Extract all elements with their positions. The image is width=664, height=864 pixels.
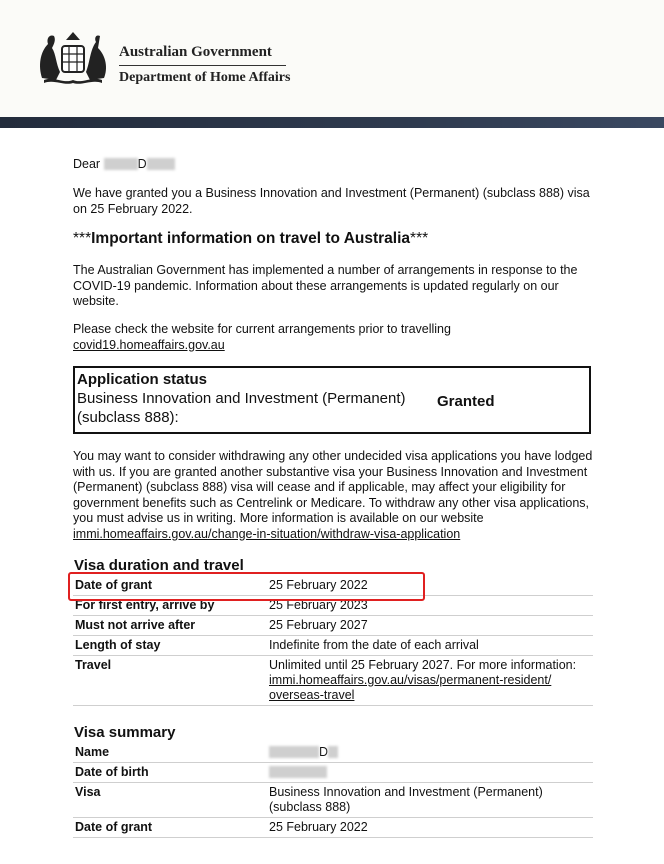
- redacted-name: [269, 746, 319, 758]
- status-visa-line1: Business Innovation and Investment (Permanent): [77, 390, 406, 407]
- salutation: Dear D: [73, 157, 598, 173]
- withdraw-paragraph: You may want to consider withdrawing any other undecided visa applications you have lodged with us. If you are granted another substantive visa your Business Innovation and Investment (Permanent) (subclass 888) visa will cease and if applicable, may affect your eligibility for government benefits such as Centrelink or Medicare. To withdraw any other visa applications, you must advise us in writing. More information is available on our website immi.homeaffairs.gov.au/change-in-situation/withdraw-visa-application: [73, 449, 593, 541]
- visa-summary-table: [73, 743, 593, 838]
- covid-paragraph: The Australian Government has implemented a number of arrangements in response to the COVID-19 pandemic. Information about these arrangements is updated regularly on our website.: [73, 263, 578, 308]
- visa-duration-title: Visa duration and travel: [74, 557, 244, 574]
- table-row: Travel Unlimited until 25 February 2027. For more information: immi.homeaffairs.gov.au/visas/permanent-resident/ overseas-travel: [73, 656, 593, 706]
- table-row: For first entry, arrive by 25 February 2023: [73, 596, 593, 616]
- overseas-travel-link[interactable]: immi.homeaffairs.gov.au/visas/permanent-resident/ overseas-travel: [269, 673, 552, 702]
- redacted-name: [147, 158, 175, 170]
- covid-link[interactable]: covid19.homeaffairs.gov.au: [73, 337, 225, 352]
- grant-paragraph: We have granted you a Business Innovation and Investment (Permanent) (subclass 888) visa on 25 February 2022.: [73, 186, 590, 216]
- table-row: Visa Business Innovation and Investment (Permanent) (subclass 888): [73, 783, 593, 818]
- coat-of-arms-icon: [34, 28, 112, 86]
- visa-summary-title: Visa summary: [74, 724, 176, 741]
- department-name: Department of Home Affairs: [119, 70, 291, 85]
- letterhead: [0, 0, 664, 117]
- redacted-date-of-birth: [269, 766, 327, 778]
- header-divider: [119, 65, 286, 66]
- org-name: Australian Government: [119, 44, 272, 60]
- check-paragraph: Please check the website for current arrangements prior to travelling covid19.homeaffairs.gov.au: [73, 322, 451, 352]
- table-row: Date of birth: [73, 763, 593, 783]
- redacted-name: [328, 746, 338, 758]
- application-status-box: [73, 366, 591, 434]
- status-visa-line2: (subclass 888):: [77, 409, 179, 426]
- status-title: Application status: [77, 371, 208, 388]
- withdraw-link[interactable]: immi.homeaffairs.gov.au/change-in-situation/withdraw-visa-application: [73, 526, 461, 541]
- status-badge: Granted: [437, 393, 495, 410]
- table-row: Must not arrive after 25 February 2027: [73, 616, 593, 636]
- table-row: Date of grant 25 February 2022: [73, 818, 593, 838]
- travel-heading: ***Important information on travel to Australia***: [73, 230, 429, 247]
- table-row: Name D: [73, 743, 593, 763]
- header-band: [0, 117, 664, 128]
- highlight-box: [68, 572, 425, 601]
- redacted-name: [104, 158, 138, 170]
- table-row: Length of stay Indefinite from the date of each arrival: [73, 636, 593, 656]
- table-row: Date of grant 25 February 2022: [73, 576, 593, 596]
